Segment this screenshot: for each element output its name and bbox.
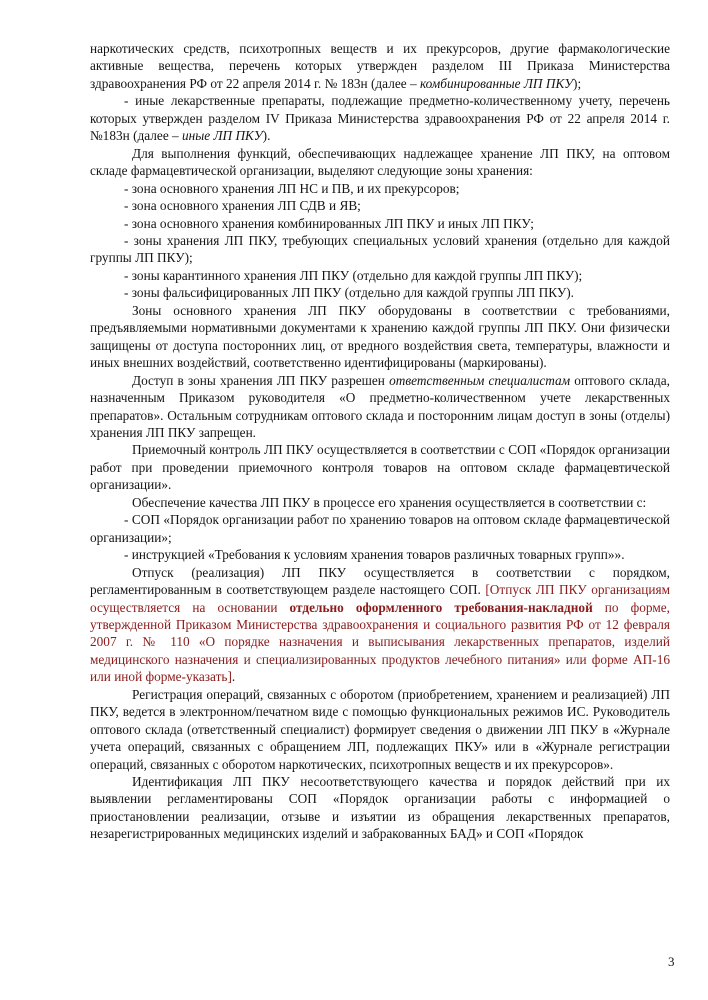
paragraph: Зоны основного хранения ЛП ПКУ оборудованы в соответствии с требованиями, предъявляемыми нормативными документами к хранению каждой группы ЛП ПКУ. Они физически защищены от доступа посторонних лиц, от вредного воздействия света, температуры, влажности и иных внешних воздействий, соответственно идентифицированы (маркированы). [90, 302, 670, 371]
paragraph: Регистрация операций, связанных с оборотом (приобретением, хранением и реализацией) ЛП ПКУ, ведется в электронном/печатном виде с помощью функциональных режимов ИС. Руководитель оптового склада (ответственный специалист) формирует сведения о движении ЛП ПКУ в «Журнале учета операций, связанных с обращением ЛП, подлежащих ПКУ» или в «Журнале регистрации операций, связанных с оборотом наркотических, психотропных веществ и их прекурсоров». [90, 686, 670, 772]
paragraph: Обеспечение качества ЛП ПКУ в процессе его хранения осуществляется в соответствии с: [132, 494, 647, 510]
paragraph: Доступ в зоны хранения ЛП ПКУ разрешен ответственным специалистам оптового склада, назначенным Приказом руководителя «О предметно-количественном учете лекарственных препаратов». Остальным сотрудникам оптового склада и посторонним лицам доступ в зоны (отделы) хранения ЛП ПКУ запрещен. [90, 372, 671, 440]
list-item: - зона основного хранения ЛП НС и ПВ, и их прекурсоров; [124, 180, 460, 196]
highlighted-text: [Отпуск ЛП ПКУ организациям осуществляется на основании [90, 582, 670, 615]
paragraph: Идентификация ЛП ПКУ несоответствующего качества и порядок действий при их выявлении регламентированы СОП «Порядок организации работы с информацией о приостановлении реализации, отзыве и изъятии из обращения лекарственных препаратов, незарегистрированных медицинских изделий и забракованных БАД» и СОП «Порядок [90, 774, 670, 842]
list-item: - зоны хранения ЛП ПКУ, требующих специальных условий хранения (отдельно для каждой группы ЛП ПКУ); [90, 232, 670, 266]
bold-highlighted-text: отдельно оформленного требования-накладной [289, 599, 593, 615]
highlighted-text: по форме, утвержденной Приказом Министерства здравоохранения и социального развития РФ от 12 февраля 2007 г. № 110 «О порядке назначения и выписывания лекарственных препаратов, изделий медицинского назначения и специализированных продуктов лечебного питания» или форме АП-16 или иной форме-указать] [90, 599, 671, 685]
paragraph: - иные лекарственные препараты, подлежащие предметно-количественному учету, перечень которых утвержден разделом IV Приказа Министерства здравоохранения РФ от 22 апреля 2014 г. №183н (далее – иные ЛП ПКУ). [90, 93, 670, 144]
list-item: - инструкцией «Требования к условиям хранения товаров различных товарных групп»». [124, 547, 625, 563]
paragraph: наркотических средств, психотропных веществ и их прекурсоров, другие фармакологические активные вещества, перечень которых утвержден разделом III Приказа Министерства здравоохранения РФ от 22 апреля 2014 г. № 183н (далее – комбинированные ЛП ПКУ); [90, 41, 670, 91]
paragraph: Для выполнения функций, обеспечивающих надлежащее хранение ЛП ПКУ, на оптовом складе фармацевтической организации, выделяют следующие зоны хранения: [90, 145, 670, 179]
list-item: - зоны фальсифицированных ЛП ПКУ (отдельно для каждой группы ЛП ПКУ). [124, 285, 575, 301]
list-item: - зоны карантинного хранения ЛП ПКУ (отдельно для каждой группы ЛП ПКУ); [124, 267, 583, 283]
paragraph: Приемочный контроль ЛП ПКУ осуществляется в соответствии с СОП «Порядок организации работ при проведении приемочного контроля товаров на оптовом складе фармацевтической организации». [90, 442, 670, 493]
paragraph: Отпуск (реализация) ЛП ПКУ осуществляется в соответствии с порядком, регламентированным в соответствующем разделе настоящего СОП. [Отпуск ЛП ПКУ организациям осуществляется на основании отдельно оформленного требования-накладной по форме, утвержденной Приказом Министерства здравоохранения и социального развития РФ от 12 февраля 2007 г. № 110 «О порядке назначения и выписывания лекарственных препаратов, изделий медицинского назначения и специализированных продуктов лечебного питания» или форме АП-16 или иной форме-указать]. [90, 564, 671, 685]
list-item: - СОП «Порядок организации работ по хранению товаров на оптовом складе фармацевтической организации»; [90, 512, 670, 545]
page-number: 3 [668, 954, 675, 969]
document-body [90, 40, 670, 843]
list-item: - зона основного хранения ЛП СДВ и ЯВ; [124, 198, 361, 214]
list-item: - зона основного хранения комбинированных ЛП ПКУ и иных ЛП ПКУ; [124, 215, 534, 231]
